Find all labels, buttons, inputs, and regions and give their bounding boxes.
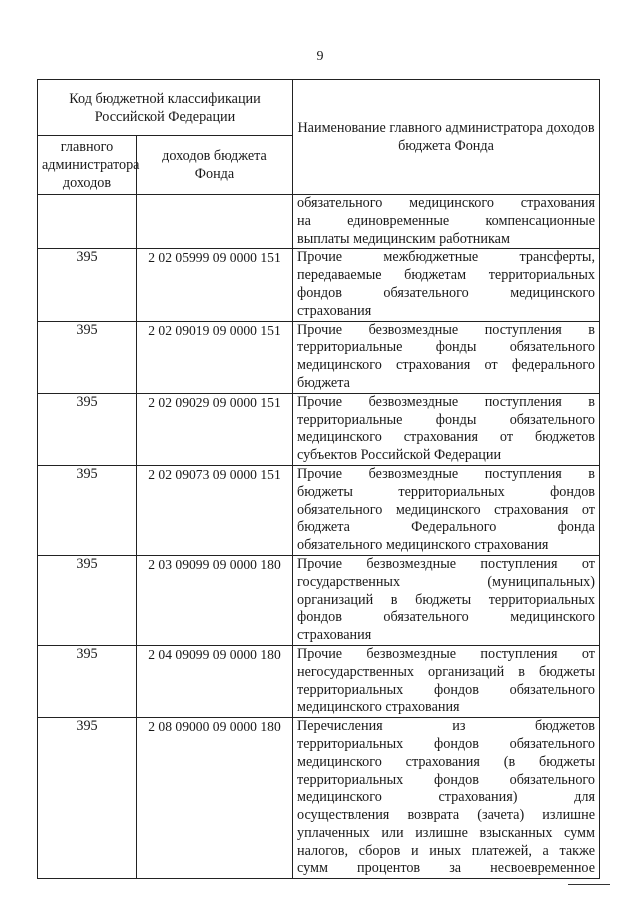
description-line-last: выплаты медицинским работникам <box>297 230 510 247</box>
footer-rule <box>568 884 610 885</box>
description-line: негосударственных организаций в бюджеты <box>297 663 595 680</box>
description-line: медицинского страхования) для <box>297 789 595 806</box>
description-line: фондов обязательного медицинского <box>297 609 595 626</box>
admin-code-cell: 395 <box>38 249 137 321</box>
description-line-last: страхования <box>297 302 372 319</box>
description-line: организаций в бюджеты территориальных <box>297 591 595 608</box>
table-row <box>38 249 600 321</box>
description-line: территориальных фондов обязательного <box>297 771 595 788</box>
description-line: уплаченных или излишне взысканных сумм <box>297 824 595 841</box>
page-number: 9 <box>316 49 324 64</box>
table-row <box>38 555 600 645</box>
admin-code-cell: 395 <box>38 645 137 717</box>
table-row <box>38 195 600 249</box>
header-group-title: Код бюджетной классификации Российской Федерации <box>38 80 293 136</box>
description-line: Прочие безвозмездные поступления в <box>297 393 595 410</box>
description-line: медицинского страхования (в бюджеты <box>297 753 595 770</box>
description-line: бюджета Федерального фонда <box>297 519 595 536</box>
description-line-last: медицинского страхования <box>297 699 460 716</box>
income-code-cell: 2 02 09019 09 0000 151 <box>137 321 293 393</box>
description-line: территориальных фондов обязательного <box>297 735 595 752</box>
description-line: Прочие безвозмездные поступления в <box>297 321 595 338</box>
description-line: передаваемые бюджетам территориальных <box>297 267 595 284</box>
description-line: государственных (муниципальных) <box>297 573 595 590</box>
admin-code-cell: 395 <box>38 321 137 393</box>
description-line: территориальные фонды обязательного <box>297 411 595 428</box>
admin-code-cell <box>38 195 137 249</box>
admin-code-cell: 395 <box>38 465 137 555</box>
admin-code-cell: 395 <box>38 718 137 879</box>
description-line-last: страхования <box>297 627 372 644</box>
table-row <box>38 718 600 879</box>
income-code-cell: 2 02 05999 09 0000 151 <box>137 249 293 321</box>
description-line: на единовременные компенсационные <box>297 212 595 229</box>
description-line: Прочие безвозмездные поступления от <box>297 645 595 662</box>
description-cell <box>293 249 600 321</box>
description-line-last: субъектов Российской Федерации <box>297 447 502 464</box>
budget-classification-table <box>37 79 600 879</box>
description-cell <box>293 645 600 717</box>
income-code-cell: 2 02 09073 09 0000 151 <box>137 465 293 555</box>
admin-code-cell: 395 <box>38 393 137 465</box>
description-cell <box>293 465 600 555</box>
description-cell <box>293 321 600 393</box>
description-line: Прочие безвозмездные поступления от <box>297 555 595 572</box>
table-row <box>38 465 600 555</box>
description-line-last: обязательного медицинского страхования <box>297 537 549 554</box>
table-row <box>38 645 600 717</box>
header-row-top <box>38 80 600 136</box>
table-row <box>38 321 600 393</box>
description-line: обязательного медицинского страхования от <box>297 501 595 518</box>
description-cell <box>293 718 600 879</box>
description-line: Прочие межбюджетные трансферты, <box>297 249 595 266</box>
description-line: Перечисления из бюджетов <box>297 718 595 735</box>
header-col-name: Наименование главного администратора доходов бюджета Фонда <box>293 80 600 195</box>
header-col-income: доходов бюджета Фонда <box>137 136 293 195</box>
income-code-cell <box>137 195 293 249</box>
table-body <box>38 195 600 879</box>
description-cell <box>293 393 600 465</box>
description-line: бюджеты территориальных фондов <box>297 483 595 500</box>
description-line-last: бюджета <box>297 374 350 391</box>
income-code-cell: 2 02 09029 09 0000 151 <box>137 393 293 465</box>
description-cell <box>293 195 600 249</box>
table-row <box>38 393 600 465</box>
description-line: медицинского страхования от федерального <box>297 357 595 374</box>
description-line: медицинского страхования от бюджетов <box>297 429 595 446</box>
description-line: осуществления возврата (зачета) излишне <box>297 807 595 824</box>
description-line: фондов обязательного медицинского <box>297 284 595 301</box>
description-line: территориальных фондов обязательного <box>297 681 595 698</box>
description-line: территориальные фонды обязательного <box>297 339 595 356</box>
income-code-cell: 2 03 09099 09 0000 180 <box>137 555 293 645</box>
description-line: обязательного медицинского страхования <box>297 195 595 211</box>
description-line: налогов, сборов и иных платежей, а также <box>297 842 595 859</box>
admin-code-cell: 395 <box>38 555 137 645</box>
header-col-admin: главного администратора доходов <box>38 136 137 195</box>
description-cell <box>293 555 600 645</box>
description-line: сумм процентов за несвоевременное <box>297 860 595 877</box>
description-line: Прочие безвозмездные поступления в <box>297 465 595 482</box>
income-code-cell: 2 08 09000 09 0000 180 <box>137 718 293 879</box>
income-code-cell: 2 04 09099 09 0000 180 <box>137 645 293 717</box>
